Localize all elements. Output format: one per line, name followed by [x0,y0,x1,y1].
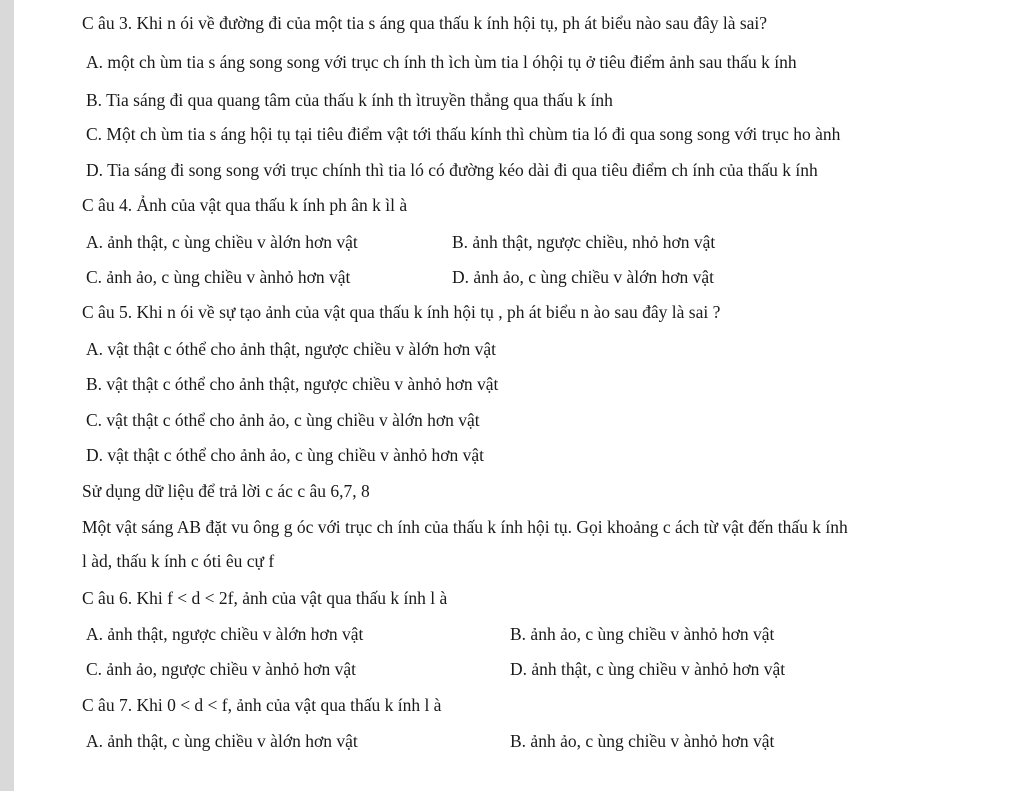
question-3-option-a: A. một ch ùm tia s áng song song với trục ch ính th ìch ùm tia l óhội tụ ở tiêu điểm ảnh sau thấu k ính [86,52,797,72]
question-3-stem: C âu 3. Khi n ói về đường đi của một tia s áng qua thấu k ính hội tụ, ph át biểu nào sau đây là sai? [82,13,768,33]
shared-context-line-2: l àd, thấu k ính c óti êu cự f [82,551,275,571]
question-7-option-a: A. ảnh thật, c ùng chiều v àlớn hơn vật [86,731,358,751]
question-5-option-a: A. vật thật c óthể cho ảnh thật, ngược chiều v àlớn hơn vật [86,339,496,359]
question-6-option-c: C. ảnh ảo, ngược chiều v ànhỏ hơn vật [86,659,357,679]
question-6-option-b: B. ảnh ảo, c ùng chiều v ànhỏ hơn vật [510,624,775,644]
question-5-stem: C âu 5. Khi n ói về sự tạo ảnh của vật qua thấu k ính hội tụ , ph át biểu n ào sau đây là sai ? [82,302,721,322]
question-3-option-b: B. Tia sáng đi qua quang tâm của thấu k ính th ìtruyền thẳng qua thấu k ính [86,90,613,110]
question-6-option-a: A. ảnh thật, ngược chiều v àlớn hơn vật [86,624,364,644]
question-3-option-c: C. Một ch ùm tia s áng hội tụ tại tiêu điểm vật tới thấu kính thì chùm tia ló đi qua song song với trục ho ành [86,124,841,144]
question-4-option-a: A. ảnh thật, c ùng chiều v àlớn hơn vật [86,232,358,252]
question-5-option-b: B. vật thật c óthể cho ảnh thật, ngược chiều v ànhỏ hơn vật [86,374,499,394]
question-4-option-d: D. ảnh ảo, c ùng chiều v àlớn hơn vật [452,267,714,287]
question-4-stem: C âu 4. Ảnh của vật qua thấu k ính ph ân k ìl à [82,195,408,215]
question-4-option-c: C. ảnh ảo, c ùng chiều v ànhỏ hơn vật [86,267,351,287]
shared-context-line-1: Một vật sáng AB đặt vu ông g óc với trục ch ính của thấu k ính hội tụ. Gọi khoảng c ách từ vật đến thấu k ính [82,517,848,537]
question-3-option-d: D. Tia sáng đi song song với trục chính thì tia ló có đường kéo dài đi qua tiêu điểm ch ính của thấu k ính [86,160,818,180]
question-6-stem: C âu 6. Khi f < d < 2f, ảnh của vật qua thấu k ính l à [82,588,448,608]
question-4-option-b: B. ảnh thật, ngược chiều, nhỏ hơn vật [452,232,716,252]
shared-data-intro: Sử dụng dữ liệu để trả lời c ác c âu 6,7, 8 [82,481,370,501]
question-7-option-b: B. ảnh ảo, c ùng chiều v ànhỏ hơn vật [510,731,775,751]
document-page [14,0,1024,791]
question-5-option-c: C. vật thật c óthể cho ảnh ảo, c ùng chiều v àlớn hơn vật [86,410,480,430]
question-5-option-d: D. vật thật c óthể cho ảnh ảo, c ùng chiều v ànhỏ hơn vật [86,445,485,465]
question-7-stem: C âu 7. Khi 0 < d < f, ảnh của vật qua thấu k ính l à [82,695,442,715]
question-6-option-d: D. ảnh thật, c ùng chiều v ànhỏ hơn vật [510,659,786,679]
